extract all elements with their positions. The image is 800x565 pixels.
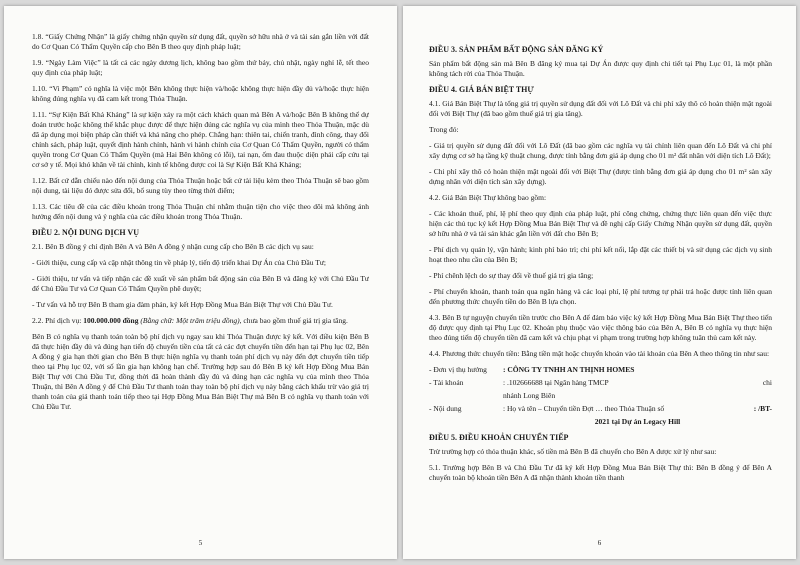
document-page-right <box>403 6 796 559</box>
page-content-left <box>32 32 369 533</box>
clause-1-10: 1.10. “Vi Phạm” có nghĩa là việc một Bên không thực hiện và/hoặc không thực hiện đầy đủ và/hoặc thực hiện không đúng nghĩa vụ đã cam kết trong Thỏa Thuận. <box>32 84 369 103</box>
article-3-text: Sản phẩm bất động sản mà Bên B đăng ký mua tại Dự Án được quy định chi tiết tại Phụ Lục 01, là một phần không tách rời của Thỏa Thuận. <box>429 59 772 78</box>
bank-info-block <box>429 365 772 427</box>
payment-terms-paragraph: Bên B có nghĩa vụ thanh toán toàn bộ phí dịch vụ ngay sau khi Thỏa Thuận được ký kết. Với điều kiện Bên B đã thực hiện đầy đủ và đúng hạn tiến độ chuyển tiền của tất cả các đợt chuyển tiền đến hạn tại Phụ lục 02, Bên A đồng ý gia hạn thời gian cho Bên B thực hiện nghĩa vụ thanh toán phí dịch vụ này đến đợt chuyển tiền tiếp theo tại Phụ lục 02, với số lần gia hạn không hạn chế. Trường hợp sau đó Bên B ký kết Hợp Đồng Mua Bán Biệt Thự với Chủ Đầu Tư, đồng thời đã hoàn thành đầy đủ và đúng hạn các nghĩa vụ của mình theo Thỏa Thuận, thì Bên A đồng ý để Chủ Đầu Tư thanh toán thay toàn bộ phí dịch vụ này bằng cách khấu trừ vào giá trị thanh toán của giá thanh toán tiếp theo tại Hợp Đồng Mua Bán Biệt Thự mà Bên B có nghĩa vụ thanh toán với Chủ Đầu Tư. <box>32 332 369 411</box>
article-5-heading: ĐIỀU 5. ĐIỀU KHOẢN CHUYỂN TIẾP <box>429 433 569 442</box>
article-5-intro: Trừ trường hợp có thỏa thuận khác, số tiền mà Bên B đã chuyển cho Bên A được xử lý như sau: <box>429 447 717 456</box>
content-line2-row <box>429 417 772 427</box>
fee-prefix: 2.2. Phí dịch vụ: <box>32 316 84 325</box>
clause-1-13: 1.13. Các tiêu đề của các điều khoản trong Thỏa Thuận chỉ nhằm thuận tiện cho việc theo dõi mà không ảnh hưởng đến nội dung và ý nghĩa của các điều khoản trong Thỏa Thuận. <box>32 202 369 221</box>
content-line2: 2021 tại Dự án Legacy Hill <box>594 417 681 426</box>
fee-amount: 100.000.000 đồng <box>83 316 139 325</box>
beneficiary-value: : CÔNG TY TNHH AN THỊNH HOMES <box>503 365 635 374</box>
service-item-3: - Tư vấn và hỗ trợ Bên B tham gia đàm phán, ký kết Hợp Đồng Mua Bán Biệt Thự với Chủ Đầu Tư. <box>32 300 333 309</box>
beneficiary-row <box>429 365 772 375</box>
clause-4-1-construction: - Chi phí xây thô có hoàn thiện mặt ngoài đối với Biệt Thự (được tính bằng đơn giá áp dụng cho 01 m² sàn xây dựng nhân với diện tích sàn xây dựng). <box>429 167 772 186</box>
article-2-heading: ĐIỀU 2. NỘI DUNG DỊCH VỤ <box>32 228 139 237</box>
account-label: - Tài khoản <box>429 378 464 387</box>
article-4-heading: ĐIỀU 4. GIÁ BÁN BIỆT THỰ <box>429 85 534 94</box>
service-item-2: - Giới thiệu, tư vấn và tiếp nhận các đề xuất về sản phẩm bất động sản của Bên B và đăng ký với Chủ Đầu Tư để Chủ Đầu Tư và Cơ Quan Có Thẩm Quyền phê duyệt; <box>32 274 369 293</box>
clause-4-1: 4.1. Giá Bán Biệt Thự là tổng giá trị quyền sử dụng đất đối với Lô Đất và chi phí xây thô có hoàn thiện mặt ngoài đối với Biệt Thự (đã bao gồm thuế giá trị gia tăng). <box>429 99 772 118</box>
account-row <box>429 378 772 388</box>
service-item-1: - Giới thiệu, cung cấp và cập nhật thông tin về pháp lý, tiến độ triển khai Dự Án của Chủ Đầu Tư; <box>32 258 326 267</box>
clause-1-12: 1.12. Bất cứ dẫn chiếu nào đến nội dung của Thỏa Thuận hoặc bất cứ tài liệu kèm theo Thỏa Thuận sẽ bao gồm nội dung, tài liệu đó được sửa đổi, bổ sung tùy theo từng thời điểm; <box>32 176 369 195</box>
account-value: : .102666688 tại Ngân hàng TMCP <box>503 378 609 387</box>
content-tail: : /BT- <box>753 404 772 413</box>
page-content-right <box>429 40 772 533</box>
fee-suffix: , chưa bao gồm thuế giá trị gia tăng. <box>239 316 348 325</box>
clause-2-2 <box>32 316 369 326</box>
clause-4-1-intro: Trong đó: <box>429 125 459 134</box>
clause-4-2-services: - Phí dịch vụ quản lý, vận hành; kinh phí bảo trì; chi phí kết nối, lắp đặt các thiết bị và sử dụng các dịch vụ sinh hoạt theo nhu cầu của Bên B; <box>429 245 772 264</box>
clause-4-2: 4.2. Giá Bán Biệt Thự không bao gồm: <box>429 193 547 202</box>
document-page-left <box>4 6 397 559</box>
article-3-heading: ĐIỀU 3. SẢN PHẨM BẤT ĐỘNG SẢN ĐĂNG KÝ <box>429 45 604 54</box>
fee-in-words: (Bằng chữ: Một trăm triệu đồng) <box>140 316 240 325</box>
clause-1-8: 1.8. “Giấy Chứng Nhận” là giấy chứng nhận quyền sử dụng đất, quyền sở hữu nhà ở và tài sản gắn liền với đất do Cơ Quan Có Thẩm Quyền cấp cho Bên B theo quy định pháp luật; <box>32 32 369 51</box>
account-tail: chi <box>762 378 772 387</box>
clause-4-2-taxes: - Các khoản thuế, phí, lệ phí theo quy định của pháp luật, phí công chứng, chứng thực liên quan đến việc thực hiện các thủ tục ký kết Hợp Đồng Mua Bán Biệt Thự và đề nghị cấp Giấy Chứng Nhận quyền sử dụng đất, quyền sở hữu nhà ở và tài sản khác gắn liền với đất cho Bên B; <box>429 209 772 238</box>
clause-2-1: 2.1. Bên B đồng ý chỉ định Bên A và Bên A đồng ý nhận cung cấp cho Bên B các dịch vụ sau: <box>32 242 314 251</box>
clause-4-1-land: - Giá trị quyền sử dụng đất đối với Lô Đất (đã bao gồm các nghĩa vụ tài chính liên quan đến Lô Đất và chi phí xây dựng cơ sở hạ tầng kỹ thuật chung, được tính bằng đơn giá áp dụng cho 01 m² đất nhân với diện tích Lô Đất); <box>429 141 772 160</box>
clause-1-9: 1.9. “Ngày Làm Việc” là tất cả các ngày dương lịch, không bao gồm thứ bảy, chủ nhật, ngày nghỉ lễ, tết theo quy định của pháp luật; <box>32 58 369 77</box>
page-number-left: 5 <box>198 539 203 547</box>
clause-4-2-transfer-fees: - Phí chuyển khoản, thanh toán qua ngân hàng và các loại phí, lệ phí tương tự phải trả hoặc được tính liên quan đến phương thức chuyển tiền do Bên B lựa chọn. <box>429 287 772 306</box>
content-row <box>429 404 772 414</box>
content-value: : Họ và tên – Chuyển tiền Đợt … theo Thỏa Thuận số <box>503 404 665 413</box>
account-branch-row <box>429 391 772 401</box>
clause-4-3: 4.3. Bên B tự nguyện chuyển tiền trước cho Bên A để đảm bảo việc ký kết Hợp Đồng Mua Bán Biệt Thự theo tiến độ được quy định tại Phụ Lục 02. Khoản phụ thuộc vào việc thông báo của Bên A, Bên B có nghĩa vụ thực hiện theo đúng tiến độ chuyển tiền đã cam kết và chịu phạt vi phạm trong trường hợp không tuân thủ cam kết này. <box>429 313 772 342</box>
clause-5-1: 5.1. Trường hợp Bên B và Chủ Đầu Tư đã ký kết Hợp Đồng Mua Bán Biệt Thự thì: Bên B đồng ý để Bên A chuyển toàn bộ khoản tiền Bên A đã nhận thành khoản tiền thanh <box>429 463 772 482</box>
clause-4-4: 4.4. Phương thức chuyển tiền: Bằng tiền mặt hoặc chuyển khoản vào tài khoản của Bên A theo thông tin như sau: <box>429 349 770 358</box>
beneficiary-label: - Đơn vị thụ hưởng <box>429 365 487 374</box>
page-number-right: 6 <box>597 539 602 547</box>
account-branch: nhánh Long Biên <box>503 391 556 400</box>
clause-1-11: 1.11. “Sự Kiện Bất Khả Kháng” là sự kiện xảy ra một cách khách quan mà Bên A và/hoặc Bên B không thể dự đoán trước hoặc không thể khắc phục được để thực hiện đúng các nghĩa vụ của mình theo Thỏa Thuận, mặc dù đã áp dụng mọi biện pháp cần thiết và khả năng cho phép. Chẳng hạn: thiên tai, chiến tranh, đình công, thay đổi chính sách, pháp luật, quyết định hành chính, hành vi hành chính của Cơ Quan Có Thẩm Quyền, người có thẩm quyền trong Cơ Quan Có Thẩm Quyền (mà Hai Bên không có lỗi), tai nạn, ốm đau thuộc diện phải cấp cứu tại cơ sở y tế. Mọi khó khăn về tài chính, kinh tế không được coi là Sự Kiện Bất Khả Kháng; <box>32 110 369 169</box>
content-label: - Nội dung <box>429 404 462 413</box>
clause-4-2-vat: - Phí chênh lệch do sự thay đổi về thuế giá trị gia tăng; <box>429 271 594 280</box>
